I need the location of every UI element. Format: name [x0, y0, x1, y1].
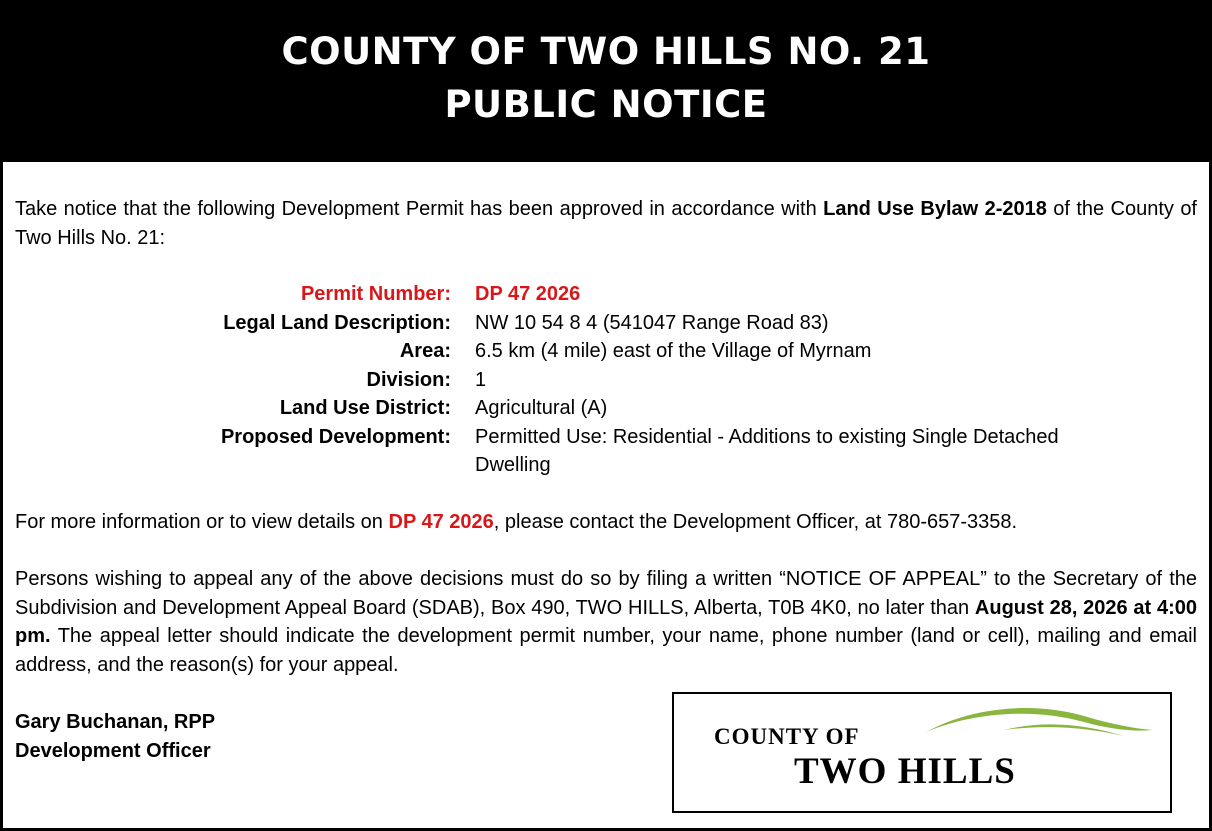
proposed-development-value: Permitted Use: Residential - Additions to existing Single Detached Dwelling	[475, 425, 1059, 476]
division-value: 1	[475, 368, 487, 391]
detail-row-land-use-district	[15, 394, 1197, 423]
legal-land-label: Legal Land Description:	[223, 311, 451, 334]
legal-land-value: NW 10 54 8 4 (541047 Range Road 83)	[475, 311, 829, 334]
detail-row-permit-number	[15, 280, 1197, 309]
appeal-paragraph	[15, 565, 1197, 679]
appeal-text-2: The appeal letter should indicate the development permit number, your name, phone number (land or cell), mailing and email address, and the reason(s) for your appeal.	[15, 625, 1197, 676]
division-label: Division:	[366, 368, 451, 391]
detail-row-division	[15, 366, 1197, 395]
info-paragraph	[15, 508, 1197, 537]
logo-two-hills: TWO HILLS	[794, 751, 1016, 792]
notice-header	[0, 0, 1212, 162]
signature-name: Gary Buchanan, RPP	[15, 711, 216, 733]
info-permit-number: DP 47 2026	[388, 511, 494, 533]
header-title-line1: COUNTY OF TWO HILLS NO. 21	[281, 30, 931, 73]
appeal-deadline: August 28, 2026 at 4:00 pm.	[15, 596, 1197, 647]
appeal-text-1: Persons wishing to appeal any of the above decisions must do so by filing a written “NOTICE OF APPEAL” to the Secretary of the Subdivision and Development Appeal Board (SDAB), Box 490, TWO HILLS, Alberta, T0B 4K0, no later than	[15, 568, 1197, 619]
detail-row-proposed-development	[15, 423, 1197, 480]
land-use-district-label: Land Use District:	[279, 397, 451, 419]
hills-swoosh-icon	[924, 702, 1154, 744]
intro-text-2: of the County of Two Hills No. 21:	[15, 198, 1197, 249]
detail-row-area	[15, 337, 1197, 366]
permit-number-label: Permit Number:	[300, 283, 451, 305]
land-use-district-value: Agricultural (A)	[475, 397, 608, 419]
area-label: Area:	[399, 340, 451, 362]
permit-details	[15, 280, 1197, 480]
bylaw-reference: Land Use Bylaw 2-2018	[823, 198, 1047, 220]
header-title-line2: PUBLIC NOTICE	[444, 83, 768, 126]
signature-block	[15, 708, 215, 765]
logo-county-of: COUNTY OF	[714, 724, 860, 749]
detail-row-legal-land	[15, 309, 1197, 338]
info-text-2: , please contact the Development Officer, at 780-657-3358.	[493, 511, 1018, 533]
intro-text-1: Take notice that the following Development Permit has been approved in accordance with	[15, 198, 824, 220]
county-logo	[672, 692, 1172, 813]
proposed-development-label: Proposed Development:	[220, 425, 451, 448]
permit-number-value: DP 47 2026	[475, 283, 581, 305]
intro-paragraph	[15, 195, 1197, 252]
info-text-1: For more information or to view details on	[15, 511, 389, 533]
signature-title: Development Officer	[15, 739, 211, 762]
area-value: 6.5 km (4 mile) east of the Village of Myrnam	[475, 340, 872, 362]
